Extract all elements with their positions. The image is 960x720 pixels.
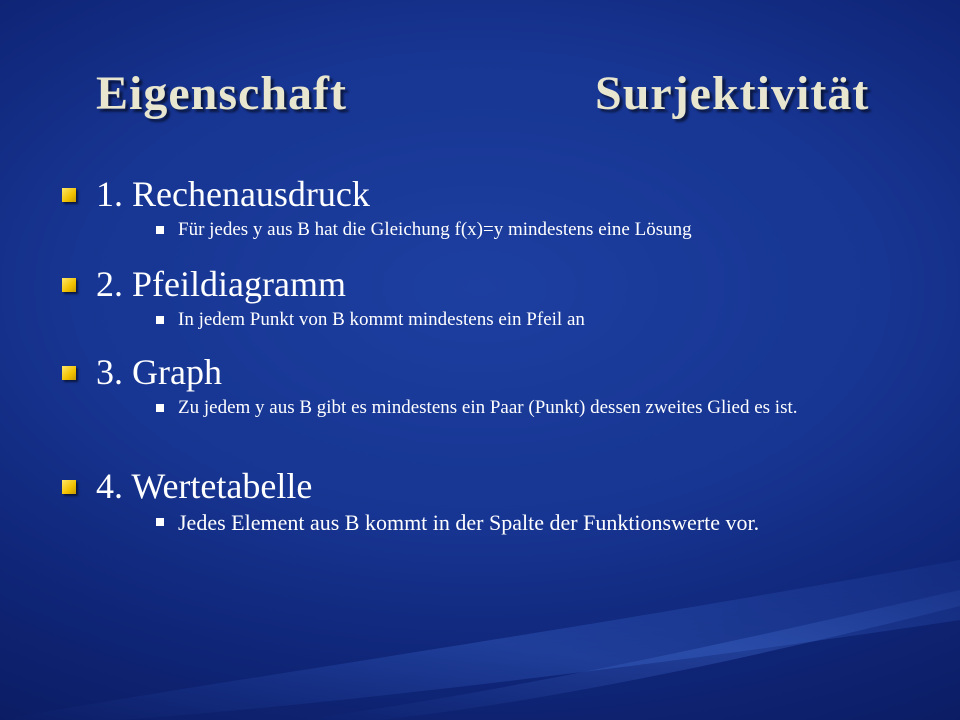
sub-item [160, 308, 900, 332]
sub-item-text: In jedem Punkt von B kommt mindestens ein Pfeil an [178, 309, 585, 330]
square-bullet-icon [62, 366, 76, 380]
item-heading: 2. Pfeildiagramm [96, 264, 346, 304]
square-bullet-icon [156, 316, 164, 324]
sub-item-text: Für jedes y aus B hat die Gleichung f(x)=y mindestens eine Lösung [178, 219, 692, 240]
item-heading: 1. Rechenausdruck [96, 174, 370, 214]
sub-item-text: Jedes Element aus B kommt in der Spalte der Funktionswerte vor. [178, 510, 760, 535]
square-bullet-icon [62, 278, 76, 292]
item-heading: 3. Graph [96, 352, 222, 392]
square-bullet-icon [62, 480, 76, 494]
list-item [60, 262, 920, 332]
square-bullet-icon [156, 226, 164, 234]
sub-item [160, 218, 900, 242]
list-item [60, 350, 920, 420]
title-left: Eigenschaft [96, 67, 347, 120]
list-item [60, 172, 920, 242]
sub-item-text: Zu jedem y aus B gibt es mindestens ein Paar (Punkt) dessen zweites Glied es ist. [178, 397, 798, 418]
square-bullet-icon [156, 404, 164, 412]
item-heading: 4. Wertetabelle [96, 466, 313, 506]
square-bullet-icon [62, 188, 76, 202]
sub-item [160, 510, 900, 536]
square-bullet-icon [156, 518, 164, 526]
list-item [60, 464, 920, 536]
sub-item [160, 396, 900, 420]
title-right: Surjektivität [595, 67, 870, 120]
